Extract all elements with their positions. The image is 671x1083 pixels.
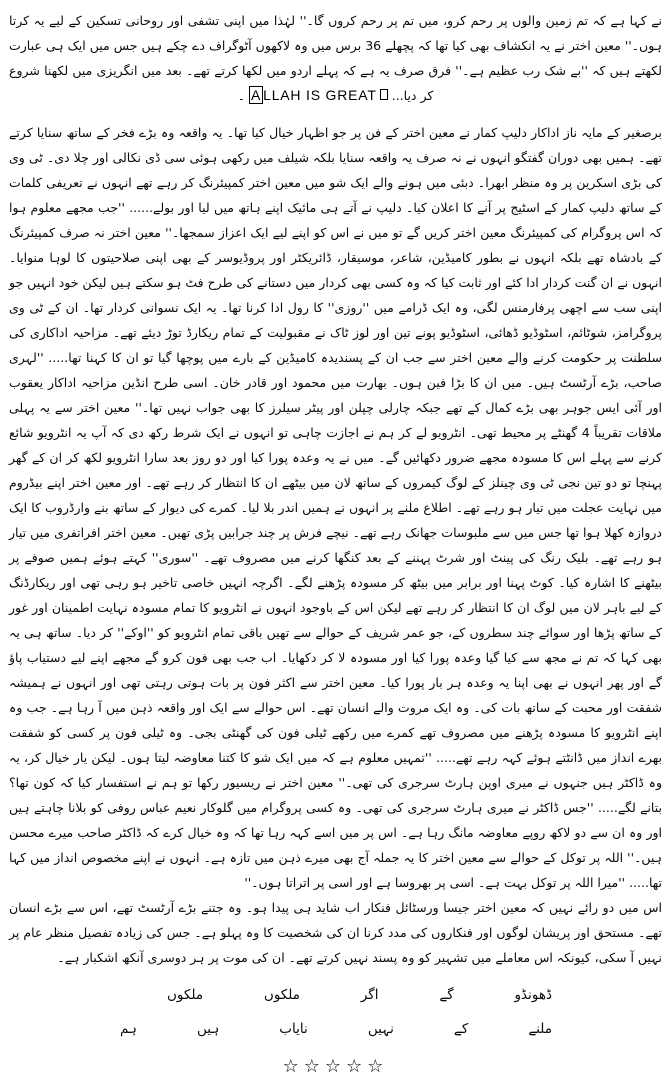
paragraph-closing-text: اس میں دو رائے نہیں کہ معین اختر جیسا ورسٹائل فنکار اب شاید ہی پیدا ہو۔ وہ جتنے بڑے آرٹسٹ تھے، اس سے بڑے انسان تھے۔ مستحق اور پریشان لوگوں اور فنکاروں کی مدد کرنا ان کی شخصیت کا وہ پہلو ہے۔ جس کی زیادہ تفصیل منظر عام پر نہیں آ سکی، کیونکہ اس معاملے میں تشہیر کو وہ پسند نہیں کرتے تھے۔ ان کی موت پر ہر دوسری آنکھ اشکبار ہے۔ — [9, 900, 662, 965]
poem-word: ڈھونڈو — [514, 987, 552, 1003]
english-phrase-allah-is-great — [249, 87, 388, 103]
poem-word: اگر — [360, 987, 379, 1003]
missing-glyph-box-icon — [380, 89, 388, 100]
poem-word: کے — [453, 1021, 469, 1037]
poem-line-2 — [120, 1014, 552, 1044]
english-phrase-text: LLAH IS GREAT — [263, 87, 377, 103]
poem-line-1 — [167, 980, 552, 1010]
poem-word: ملکوں — [263, 987, 300, 1003]
poem-word: ہیں — [196, 1021, 220, 1037]
paragraph-opening-period: ۔ — [237, 88, 245, 103]
poem-word: ملنے — [528, 1021, 552, 1037]
paragraph-body — [9, 120, 662, 895]
poem-word: نہیں — [367, 1021, 394, 1037]
paragraph-closing — [9, 895, 662, 970]
star-divider: ☆☆☆☆☆ — [282, 1056, 389, 1077]
poem-word: ملکوں — [167, 987, 204, 1003]
poem-word: ہم — [120, 1021, 137, 1037]
poem-word: گے — [439, 987, 454, 1003]
paragraph-opening — [9, 8, 662, 108]
poem-couplet — [9, 980, 662, 1044]
paragraph-opening-text: نے کہا ہے کہ تم زمین والوں پر رحم کرو، میں تم پر رحم کروں گا۔'' لہٰذا میں اپنی تشفی اور روحانی تسکین کے لیے یہ کرتا ہوں۔'' معین اختر نے یہ انکشاف بھی کیا تھا کہ پچھلے 36 برس میں وہ لاکھوں آٹوگراف دے چکے ہیں جس میں ایک ہی عبارت لکھتے ہیں کہ ''بے شک رب عظیم ہے۔'' فرق صرف یہ ہے کہ پہلے اردو میں لکھا کرتے تھے۔ بعد میں انگریزی میں لکھنا شروع کر دیا... — [9, 13, 662, 103]
poem-word: نایاب — [279, 1021, 308, 1037]
paragraph-body-text: برصغیر کے مایہ ناز اداکار دلیپ کمار نے معین اختر کے فن پر جو اظہار خیال کیا تھا۔ یہ واقعہ وہ بڑے فخر کے ساتھ سنایا کرتے تھے۔ ہمیں بھی دوران گفتگو انہوں نے نہ صرف یہ واقعہ سنایا بلکہ شیلف میں رکھی ہوئی سی ڈی نکالی اور چلا دی۔ ٹی وی کی بڑی اسکرین پر وہ منظر ابھرا۔ دبئی میں ہونے والے ایک شو میں معین اختر کمپیئرنگ کر رہے تھے انہوں نے تعریفی کلمات کے ساتھ دلیپ کمار کے اسٹیج پر آنے کا اعلان کیا۔ دلیپ نے آتے ہی مائیک اپنے ہاتھ میں لیا اور بولے...... ''جب مجھے معلوم ہوا کہ اس پروگرام کی کمپیئرنگ معین اختر کریں گے تو میں نے اس کو اپنے لیے ایک اعزاز سمجھا۔'' معین اختر نہ صرف کمپیئرنگ کے بادشاہ تھے بلکہ انہوں نے بطور کامیڈین، شاعر، موسیقار، ڈائریکٹر اور پروڈیوسر کے بھی اپنی صلاحیتوں کا لوہا منوایا۔ انہوں نے ان گنت کردار ادا کئے اور ثابت کیا کہ وہ کسی بھی کردار میں دستانے کی طرح فٹ ہو سکتے ہیں لیکن خود انہیں جو اپنی سب سے اچھی پرفارمنس لگی، وہ ایک ڈرامے میں ''روزی'' کا رول ادا کرنا تھا۔ یہ ایک نسوانی کردار تھا۔ ان کے ٹی وی پروگرامز، شوٹائم، اسٹوڈیو ڈھائی، اسٹوڈیو پونے تین اور لوز ٹاک نے مقبولیت کے تمام ریکارڈ توڑ دیئے تھے۔ مزاحیہ اداکاری کی سلطنت پر حکومت کرنے والے معین اختر سے جب ان کے پسندیدہ کامیڈین کے بارے میں پوچھا گیا تو ان کا کہنا تھا..... ''لہری صاحب، بڑے آرٹسٹ ہیں۔ میں ان کا بڑا فین ہوں۔ بھارت میں محمود اور قادر خان۔ اسی طرح انڈین مزاحیہ اداکار یعقوب اور آئی ایس جوہر بھی بڑے کمال کے تھے جبکہ چارلی چپلن اور پیٹر سیلرز کا بھی جواب نہیں تھا۔'' معین اختر سے یہ پہلی ملاقات تقریباً 4 گھنٹے پر محیط تھی۔ انٹرویو لے کر ہم نے اجازت چاہی تو انہوں نے ایک شرط رکھ دی کہ آپ یہ انٹرویو شائع کرنے سے پہلے اس کا مسودہ مجھے ضرور دکھائیں گے۔ میں نے یہ وعدہ پورا کیا اور دو روز بعد سارا انٹرویو لکھ کر ان کے گھر پہنچا تو دو تین نجی ٹی وی چینلز کے لوگ کیمروں کے ساتھ لان میں بیٹھے ان کا انتظار کر رہے تھے۔ اور معین اختر اپنے بیڈروم میں نہایت عجلت میں تیار ہو رہے تھے۔ اطلاع ملنے پر انہوں نے ہمیں اندر بلا لیا۔ کمرے کی دیوار کے ساتھ بنے وارڈروب کا ایک دروازہ کھلا ہوا تھا جس میں سے ملبوسات جھانک رہے تھے۔ نیچے فرش پر چند جرابیں پڑی تھیں۔ معین اختر افراتفری میں تیار ہو رہے تھے۔ بلیک رنگ کی پینٹ اور شرٹ پہننے کے بعد کنگھا کرنے میں مصروف تھے۔ ''سوری'' کہتے ہوئے ہمیں صوفے پر بیٹھنے کا اشارہ کیا۔ کوٹ پہنا اور برابر میں بیٹھ کر مسودہ پڑھنے لگے۔ اگرچہ انہیں خاصی تاخیر ہو رہی تھی اور ریکارڈنگ کے لیے باہر لان میں لوگ ان کا انتظار کر رہے تھے لیکن اس کے باوجود انہوں نے انٹرویو کا تمام مسودہ نہایت اطمینان اور غور کے ساتھ پڑھا اور سوائے چند سطروں کے، جو عمر شریف کے حوالے سے تھیں باقی تمام انٹرویو کو ''اوکے'' کر دیا۔ ساتھ ہی یہ بھی کہا کہ تم نے مجھ سے کیا گیا وعدہ پورا کیا اور مسودہ لا کر دکھایا۔ اب جب بھی فون کرو گے مجھے اپنے لیے دستیاب پاؤ گے اور پھر انہوں نے بھی اپنا یہ وعدہ ہر بار پورا کیا۔ معین اختر سے اکثر فون پر بات ہوتی رہتی تھی اور انہوں نے ہمیشہ شفقت اور محبت کے ساتھ بات کی۔ وہ ایک مروت والے انسان تھے۔ اس حوالے سے ایک اور واقعہ ذہن میں آ رہا ہے۔ جب وہ اپنے انٹرویو کا مسودہ پڑھنے میں مصروف تھے کمرے میں رکھے ٹیلی فون کی گھنٹی بجی۔ وہ ٹیلی فون پر کسی کو شفقت بھرے انداز میں ڈانٹتے ہوئے کہہ رہے تھے..... ''تمہیں معلوم ہے کہ میں ایک شو کا کتنا معاوضہ لیتا ہوں۔ لیکن یار خیال کر، یہ وہ ڈاکٹر ہیں جنہوں نے میری اوپن ہارٹ سرجری کی تھی۔'' معین اختر نے ریسیور رکھا تو ہم نے استفسار کیا کہ کون تھا؟ بتانے لگے..... ''جس ڈاکٹر نے میری ہارٹ سرجری کی تھی۔ وہ کسی پروگرام میں گلوکار نعیم عباس روفی کو بلانا چاہتے ہیں اور وہ ان سے دو لاکھ روپے معاوضہ مانگ رہا ہے۔ اس پر میں اسے کہہ رہا تھا کہ وہ خیال کرے کہ ڈاکٹر صاحب میرے محسن ہیں۔'' اللہ پر توکل کے حوالے سے معین اختر کا یہ جملہ آج بھی میرے ذہن میں تازہ ہے۔ انہوں نے اپنے مخصوص انداز میں کہا تھا..... ''میرا اللہ پر توکل بہت ہے۔ اسی پر بھروسا ہے اور اسی پر اتراتا ہوں۔'' — [9, 125, 662, 890]
boxed-letter-a: A — [250, 87, 262, 103]
